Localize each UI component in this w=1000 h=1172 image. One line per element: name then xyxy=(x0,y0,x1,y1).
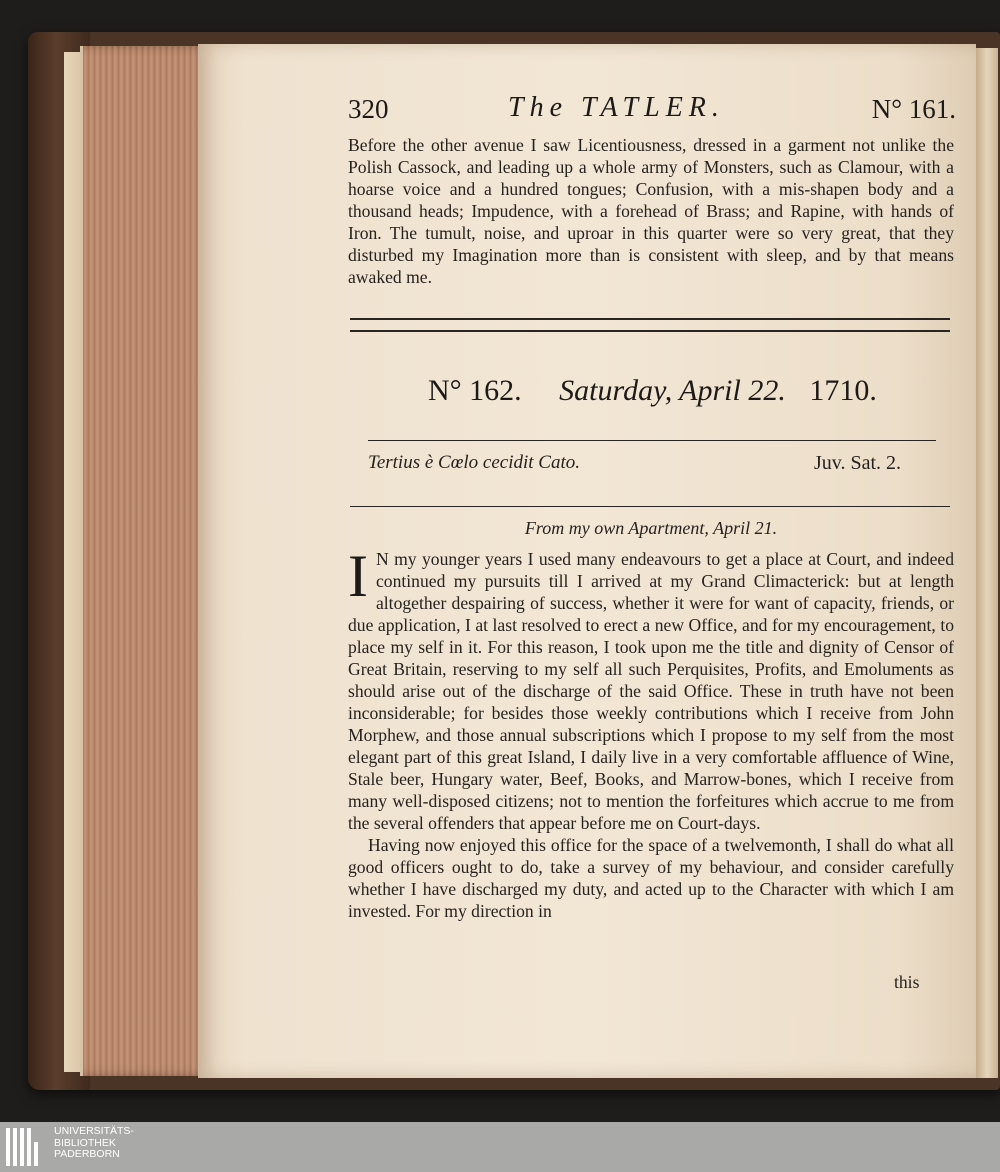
motto: Tertius è Cœlo cecidit Cato. xyxy=(368,452,580,473)
double-rule-bottom xyxy=(350,330,950,332)
book-page xyxy=(198,44,976,1078)
issue-number-header: N° 161. xyxy=(871,94,956,124)
catchword: this xyxy=(894,972,920,992)
rule-below-motto xyxy=(350,506,950,507)
body-text xyxy=(348,543,954,922)
opening-paragraph: Before the other avenue I saw Licentiousness, dressed in a garment not unlike the Polish Cassock, and leading up a whole army of Monsters, such as Clamour, with a hoarse voice and a hundred tongues; Confusion, with a mis-shapen body and a thousand heads; Impudence, with a forehead of Brass; and Rapine, with hands of Iron. The tumult, noise, and uproar in this quarter were so very great, that they disturbed my Imagination more than is consistent with sleep, and by that means awaked me. xyxy=(348,135,954,287)
right-cover-flap xyxy=(976,48,998,1078)
paragraph-2: Having now enjoyed this office for the space of a twelvemonth, I shall do what all good officers ought to do, take a survey of my behaviour, and consider carefully whether I have discharged my duty, and acted up to the Character with which I am invested. For my direction in xyxy=(348,835,954,921)
issue-heading xyxy=(428,374,877,408)
running-header xyxy=(348,92,956,132)
rule-above-motto xyxy=(368,440,936,441)
library-logo-text: UNIVERSITÄTS- BIBLIOTHEK PADERBORN xyxy=(54,1125,134,1160)
opening-paragraph-block xyxy=(348,134,954,288)
book xyxy=(28,32,1000,1090)
issue-year: 1710. xyxy=(809,374,877,407)
paragraph-1: N my younger years I used many endeavours to get a place at Court, and indeed continued my pursuits till I arrived at my Grand Climacterick: but at length altogether despairing of success, whether it were for want of capacity, friends, or due application, I at last resolved to erect a new Office, and for my encouragement, to place my self in it. For this reason, I took upon me the title and dignity of Censor of Great Britain, reserving to my self all such Perquisites, Profits, and Emoluments as should arise out of the discharge of the said Office. These in truth have not been inconsiderable; for besides those weekly contributions which I receive from John Morphew, and those annual subscriptions which I propose to my self from the most elegant part of this great Island, I daily live in a very comfortable affluence of Wine, Stale beer, Hungary water, Beef, Books, and Marrow-bones, which I receive from many well-disposed citizens; not to mention the forfeitures which accrue to me from the several offenders that appear before me on Court-days. xyxy=(348,549,954,833)
double-rule-top xyxy=(350,318,950,320)
footer-bar xyxy=(0,1122,1000,1172)
dateline: From my own Apartment, April 21. xyxy=(524,518,778,538)
motto-source: Juv. Sat. 2. xyxy=(814,452,902,474)
library-logo-icon xyxy=(6,1128,46,1168)
issue-day: Saturday, April 22. xyxy=(559,374,786,407)
issue-number: N° 162. xyxy=(428,374,522,407)
journal-title: The TATLER. xyxy=(508,92,725,123)
drop-cap: I xyxy=(348,543,368,609)
page-number: 320 xyxy=(348,94,389,124)
